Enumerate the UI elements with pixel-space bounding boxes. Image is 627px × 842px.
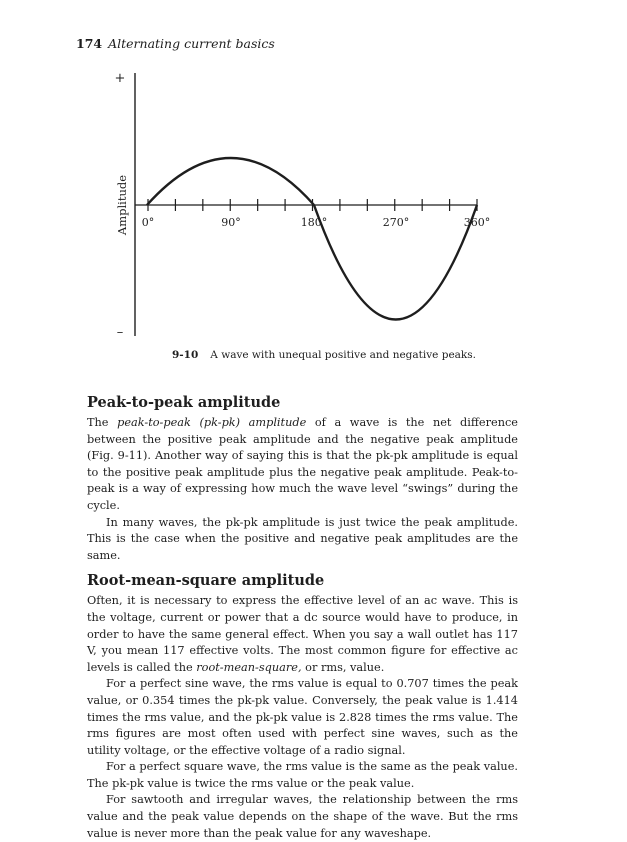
emphasis-term: peak-to-peak (pk-pk) amplitude — [117, 416, 307, 429]
section-heading-peak-to-peak: Peak-to-peak amplitude — [87, 394, 281, 411]
paragraph — [87, 415, 518, 515]
figure-wave — [0, 0, 627, 370]
tick-label-0: 0° — [141, 216, 155, 229]
tick-label-360: 360° — [463, 216, 491, 229]
y-axis-label: Amplitude — [115, 174, 129, 236]
text-run: of a wave is the net difference between the positive peak amplitude and the negative peak amplitude (Fig. 9-11). Another way of saying this is that the pk-pk amplitude is equal to the positive peak amplitude plus the negative peak amplitude. Peak-to-peak is a way of expressing how much the wave level “swings” during the cycle. — [87, 416, 518, 512]
paragraph: For sawtooth and irregular waves, the relationship between the rms value and the peak value depends on the shape of the wave. But the rms value is never more than the peak value for any waveshape. — [87, 793, 518, 840]
paragraph: For a perfect square wave, the rms value is the same as the peak value. The pk-pk value is twice the rms value or the peak value. — [87, 760, 518, 790]
minus-label: – — [116, 325, 124, 340]
tick-label-270: 270° — [382, 216, 410, 229]
running-title: Alternating current basics — [108, 36, 275, 51]
tick-label-180: 180° — [300, 216, 328, 229]
caption-number: 9-10 — [172, 349, 199, 361]
text-run: or rms, value. — [301, 660, 385, 674]
figure-caption — [172, 348, 476, 362]
text-run: The — [87, 416, 118, 429]
positive-half-cycle — [147, 158, 314, 205]
body-text — [87, 394, 518, 842]
paragraph: For a perfect sine wave, the rms value is equal to 0.707 times the peak value, or 0.354 times the pk-pk value. Conversely, the peak value is 1.414 times the rms value, and the pk-pk value is 2.828 times the rms value. The rms figures are most often used with perfect sine waves, such as the utility voltage, or the effective voltage of a radio signal. — [87, 677, 518, 757]
emphasis-term: root-mean-square, — [196, 660, 302, 674]
page-number: 174 — [76, 36, 103, 51]
caption-text: A wave with unequal positive and negative peaks. — [210, 349, 477, 361]
text-run: Often, it is necessary to express the effective level of an ac wave. This is the voltage, current or power that a dc source would have to produce, in order to have the same general effect. When you say a wall outlet has 117 V, you mean 117 effective volts. The most common figure for effective ac levels is called the — [87, 594, 518, 674]
paragraph — [87, 593, 518, 676]
section-heading-rms: Root-mean-square amplitude — [87, 572, 325, 590]
paragraph: In many waves, the pk-pk amplitude is just twice the peak amplitude. This is the case when the positive and negative peak amplitudes are the same. — [87, 515, 518, 562]
plus-label: + — [114, 71, 126, 86]
tick-label-90: 90° — [221, 216, 241, 229]
wave-diagram — [0, 0, 627, 370]
